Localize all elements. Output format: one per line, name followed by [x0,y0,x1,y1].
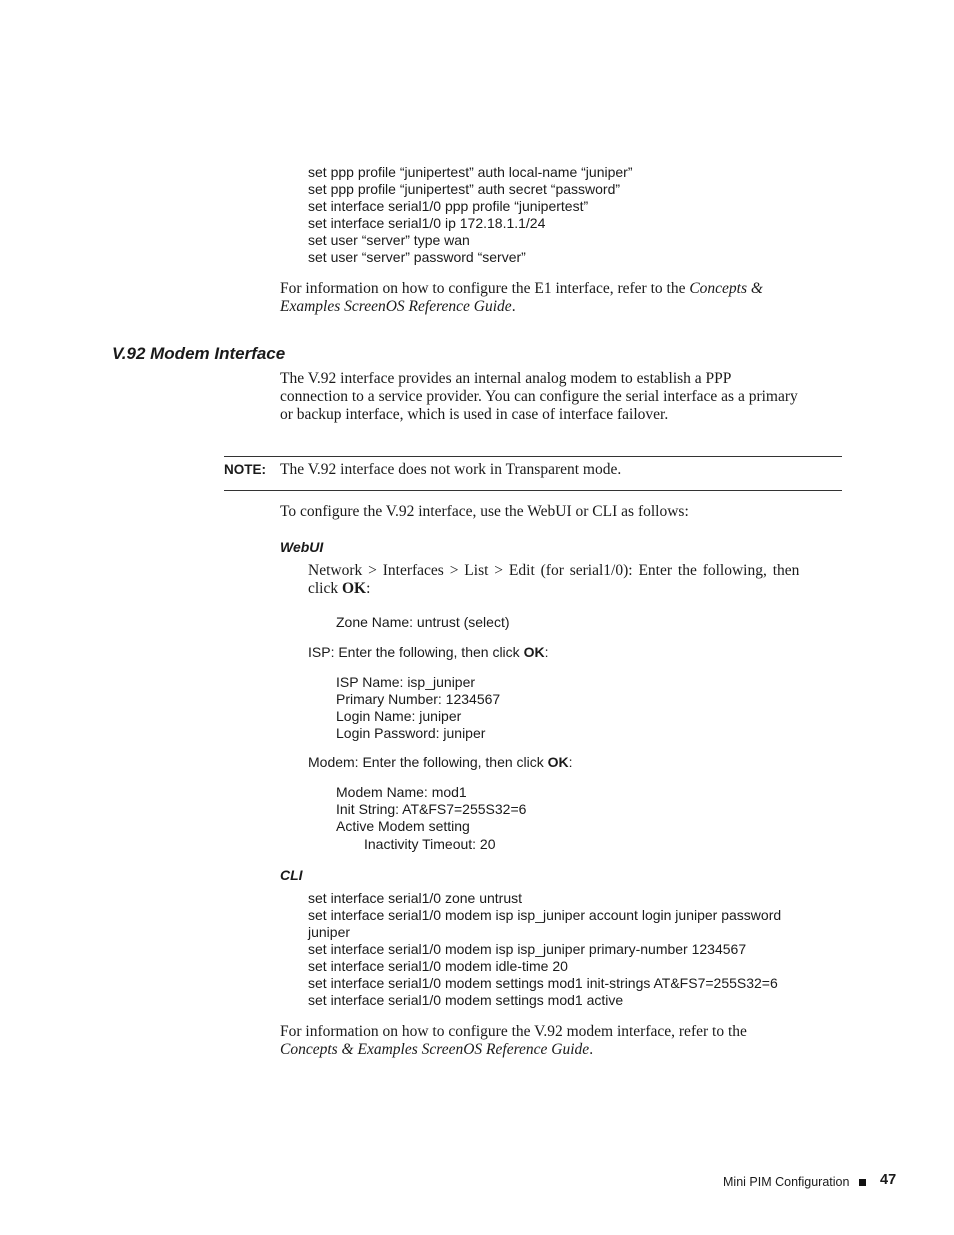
e1-ref-end: . [511,298,516,315]
e1-ref-text: For information on how to configure the E1 interface, refer to the [280,280,686,297]
e1-ref-title-2: Examples ScreenOS Reference Guide [280,298,512,315]
cli-heading: CLI [280,867,303,883]
modem-fields [336,784,526,835]
isp-field: Primary Number: 1234567 [336,691,501,707]
top-code-block [308,164,633,266]
modem-field: Init String: AT&FS7=255S32=6 [336,801,527,817]
modem-ok: OK [547,754,569,770]
note-top-rule [224,456,842,457]
v92-reference-paragraph [280,1023,840,1059]
footer-separator-square [859,1179,866,1186]
isp-field: ISP Name: isp_juniper [336,674,476,690]
code-line: set ppp profile “junipertest” auth secret “password” [308,181,621,197]
modem-post: : [568,754,573,770]
isp-pre: ISP: Enter the following, then click [308,644,524,660]
cli-line: set interface serial1/0 modem settings mod1 init-strings AT&FS7=255S32=6 [308,975,778,991]
inactivity-timeout: Inactivity Timeout: 20 [364,836,496,852]
v92-ref-title: Concepts & Examples ScreenOS Reference Guide [280,1041,590,1058]
isp-field: Login Password: juniper [336,725,486,741]
cli-line: set interface serial1/0 modem isp isp_juniper primary-number 1234567 [308,941,747,957]
intro-line: or backup interface, which is used in case of interface failover. [280,406,669,423]
modem-instruction [308,754,573,771]
webui-nav-ok: OK [342,580,367,597]
intro-line: The V.92 interface provides an internal analog modem to establish a PPP [280,370,732,387]
modem-field: Active Modem setting [336,818,470,834]
note-bottom-rule [224,490,842,491]
webui-nav-line2-pre: click [308,580,342,597]
code-line: set interface serial1/0 ip 172.18.1.1/24 [308,215,546,231]
code-line: set interface serial1/0 ppp profile “junipertest” [308,198,589,214]
isp-post: : [544,644,549,660]
cli-line: set interface serial1/0 modem idle-time 20 [308,958,568,974]
e1-reference-paragraph [280,280,840,316]
isp-ok: OK [523,644,545,660]
e1-ref-title-1: Concepts & [689,280,763,297]
cli-line: set interface serial1/0 modem isp isp_juniper account login juniper password [308,907,782,923]
isp-field: Login Name: juniper [336,708,462,724]
code-line: set user “server” password “server” [308,249,526,265]
intro-paragraph [280,370,850,424]
note-label: NOTE: [224,462,266,477]
note-text: The V.92 interface does not work in Transparent mode. [280,461,622,478]
code-line: set ppp profile “junipertest” auth local-name “juniper” [308,164,633,180]
webui-heading: WebUI [280,539,324,555]
webui-nav-paragraph [308,562,848,598]
isp-instruction [308,644,548,661]
configure-intro: To configure the V.92 interface, use the WebUI or CLI as follows: [280,503,689,520]
cli-line: juniper [308,924,351,940]
webui-nav-line2-post: : [366,580,371,597]
v92-ref-text: For information on how to configure the V.92 modem interface, refer to the [280,1023,747,1040]
zone-field: Zone Name: untrust (select) [336,614,510,630]
modem-pre: Modem: Enter the following, then click [308,754,548,770]
modem-field: Modem Name: mod1 [336,784,467,800]
cli-line: set interface serial1/0 modem settings mod1 active [308,992,624,1008]
section-heading: V.92 Modem Interface [112,344,286,363]
intro-line: connection to a service provider. You can configure the serial interface as a primary [280,388,798,405]
webui-nav-line1: Network > Interfaces > List > Edit (for serial1/0): Enter the following, then [308,562,800,579]
code-line: set user “server” type wan [308,232,470,248]
cli-code-block [308,890,781,1009]
v92-ref-end: . [589,1041,594,1058]
footer-section-title: Mini PIM Configuration [723,1175,850,1189]
isp-fields [336,674,500,742]
page-number: 47 [880,1172,897,1188]
cli-line: set interface serial1/0 zone untrust [308,890,523,906]
